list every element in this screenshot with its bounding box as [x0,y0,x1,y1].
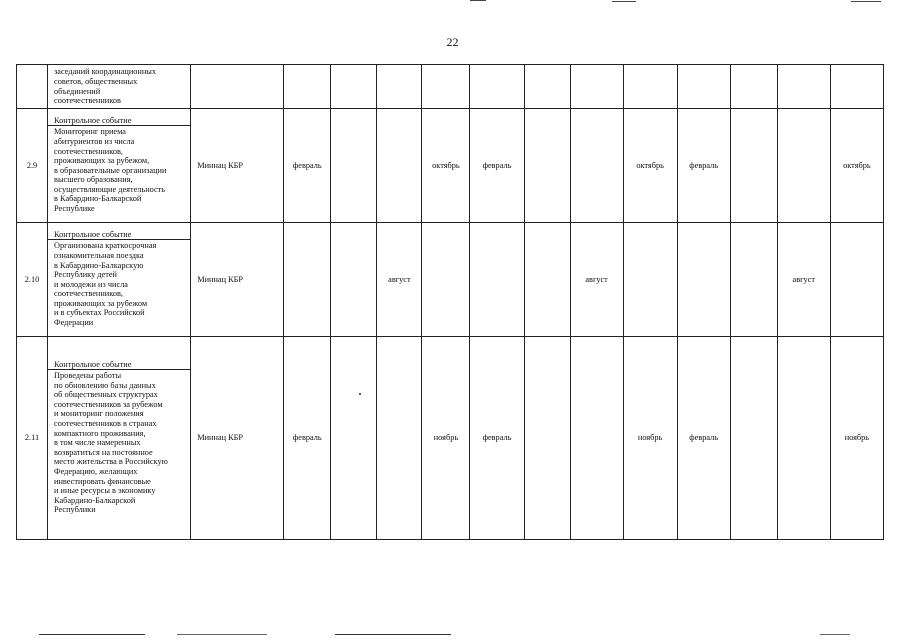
control-event-label: Контрольное событие [48,115,190,126]
continuation-text: заседаний координационных советов, общественных объединений соотечественников [54,67,157,106]
month-cell: февраль [470,109,524,223]
month-cell [730,337,777,540]
month-cell [830,223,883,337]
scan-artifact-line [470,0,486,1]
month-cell [377,337,422,540]
month-cell: август [777,223,830,337]
month-cell: ноябрь [422,337,470,540]
scan-artifact-line [177,634,267,635]
month-cell [331,109,377,223]
month-cell [677,223,730,337]
month-cell: октябрь [623,109,677,223]
row-number: 2.9 [17,109,48,223]
month-cell: ноябрь [830,337,883,540]
month-cell [730,109,777,223]
month-cell [524,337,570,540]
scan-artifact-line [39,634,145,635]
month-cell [470,223,524,337]
description-cell [48,65,191,109]
month-cell [331,223,377,337]
month-cell [623,223,677,337]
control-event-label: Контрольное событие [48,359,190,370]
table-row [17,337,884,540]
month-cell [422,223,470,337]
control-event-label: Контрольное событие [48,229,190,240]
scan-artifact-line [851,1,881,2]
month-cell [570,337,623,540]
executor: Миннац КБР [191,109,284,223]
scan-artifact-line [335,634,451,635]
scan-artifact-line [820,634,850,635]
table-row-continuation [17,65,884,109]
month-cell: февраль [677,109,730,223]
month-cell: февраль [284,109,331,223]
month-cell: август [377,223,422,337]
plan-table [16,64,884,540]
executor-cell [191,65,284,109]
executor: Миннац КБР [191,337,284,540]
table-row [17,109,884,223]
month-cell: февраль [470,337,524,540]
month-cell [777,109,830,223]
description-text: Проведены работы по обновлению базы данных об общественных структурах соотечественников за рубежом и мониторинг положения соотечественников в странах компактного проживания, в том числе намеренных возвратиться на постоянное место жительства в Российскую Федерацию, желающих инвестировать финансовые и иные ресурсы в экономику Кабардино-Балкарской Республики [54,371,168,515]
row-number: 2.10 [17,223,48,337]
description-cell [48,109,191,223]
row-number-cell [17,65,48,109]
description-cell [48,223,191,337]
month-cell: август [570,223,623,337]
month-cell [777,337,830,540]
month-cell [570,109,623,223]
month-cell [377,109,422,223]
description-cell [48,337,191,540]
month-cell [524,223,570,337]
month-cell: февраль [284,337,331,540]
description-text: Мониторинг приема абитуриентов из числа соотечественников, проживающих за рубежом, в образовательные организации высшего образования, осуществляющие деятельность в Кабардино-Балкарской Республике [54,127,167,214]
month-cell [730,223,777,337]
executor: Миннац КБР [191,223,284,337]
row-number: 2.11 [17,337,48,540]
table-row [17,223,884,337]
month-cell: октябрь [422,109,470,223]
scan-artifact-line [612,1,636,2]
month-cell [284,223,331,337]
description-text: Организована краткосрочная ознакомительная поездка в Кабардино-Балкарскую Республику детей и молодежи из числа соотечественников, проживающих за рубежом и в субъектах Российской Федерации [54,241,157,328]
month-cell [331,337,377,540]
month-cell: февраль [677,337,730,540]
month-cell [524,109,570,223]
month-cell: октябрь [830,109,883,223]
page-number: 22 [446,35,459,49]
scan-artifact-dot [359,393,361,395]
month-cell: ноябрь [623,337,677,540]
